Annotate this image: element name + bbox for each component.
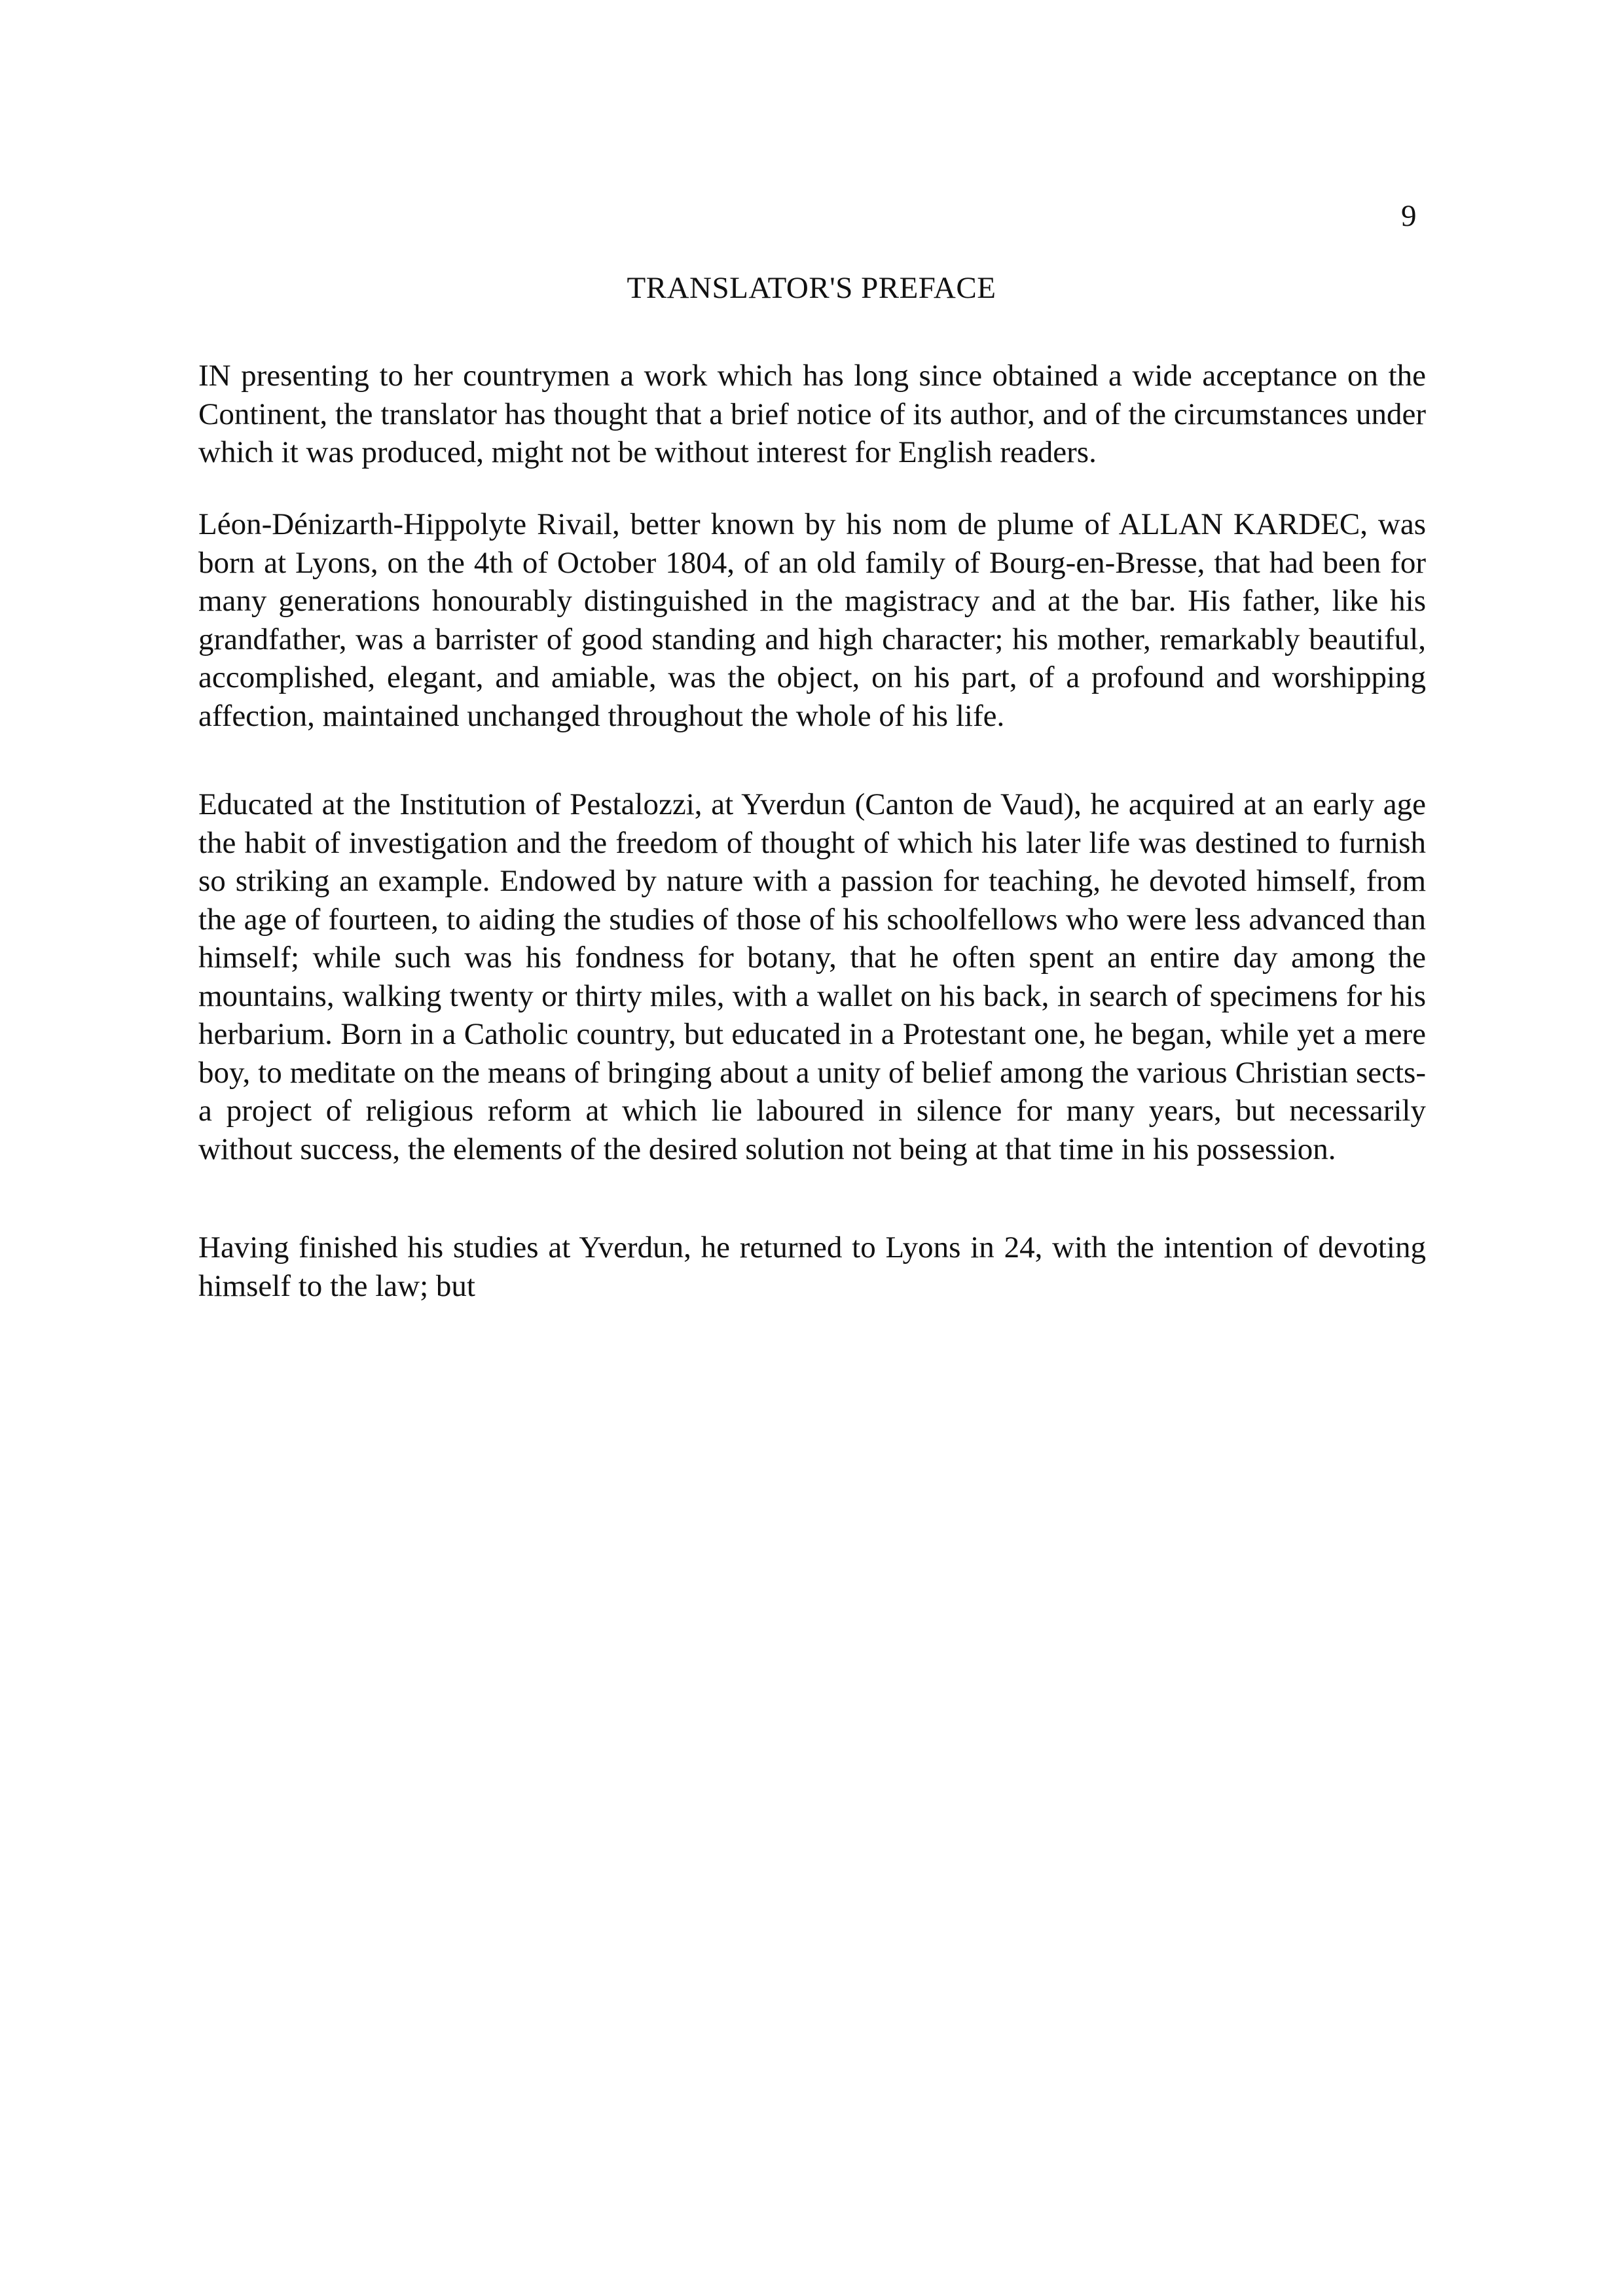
paragraph-4: Having finished his studies at Yverdun, he returned to Lyons in 24, with the intention of devoting himself to the law; but: [198, 1230, 1426, 1303]
paragraph-2: Léon-Dénizarth-Hippolyte Rivail, better known by his nom de plume of ALLAN KARDEC, was born at Lyons, on the 4th of October 1804, of an old family of Bourg-en-Bresse, that had been for many generations honourably distinguished in the magistracy and at the bar. His father, like his grandfather, was a barrister of good standing and high character; his mother, remarkably beautiful, accomplished, elegant, and amiable, was the object, on his part, of a profound and worshipping affection, maintained unchanged throughout the whole of his life.: [198, 507, 1426, 733]
page-number: 9: [1401, 199, 1417, 233]
paragraph-1: IN presenting to her countrymen a work which has long since obtained a wide acceptance on the Continent, the translator has thought that a brief notice of its author, and of the circumstances under which it was produced, might not be without interest for English readers.: [198, 359, 1426, 469]
paragraph-3: Educated at the Institution of Pestalozzi, at Yverdun (Canton de Vaud), he acquired at an early age the habit of investigation and the freedom of thought of which his later life was destined to furnish so striking an example. Endowed by nature with a passion for teaching, he devoted himself, from the age of fourteen, to aiding the studies of those of his schoolfellows who were less advanced than himself; while such was his fondness for botany, that he often spent an entire day among the mountains, walking twenty or thirty miles, with a wallet on his back, in search of specimens for his herbarium. Born in a Catholic country, but educated in a Protestant one, he began, while yet a mere boy, to meditate on the means of bringing about a unity of belief among the various Christian sects-a project of religious reform at which lie laboured in silence for many years, but necessarily without success, the elements of the desired solution not being at that time in his possession.: [198, 787, 1426, 1166]
page-title: TRANSLATOR'S PREFACE: [627, 271, 996, 305]
